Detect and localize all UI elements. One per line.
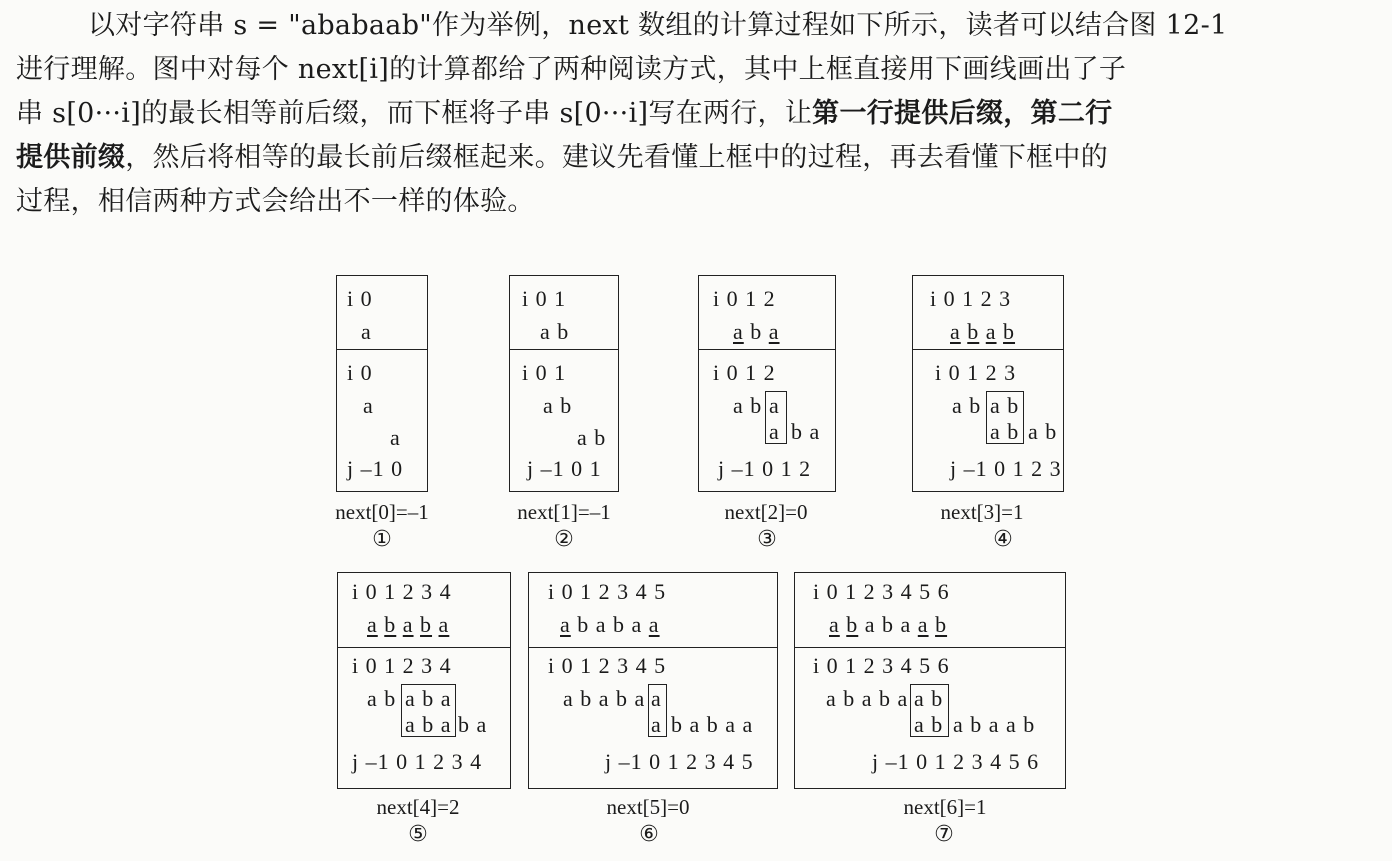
- figure-7-number: ⑦: [934, 822, 954, 847]
- figure-7-top-char: b: [935, 612, 948, 637]
- figure-4-box: [912, 275, 1064, 492]
- figure-4-prefix-match: a b: [990, 419, 1020, 444]
- figure-4-top-char: b: [967, 319, 980, 344]
- figure-4-caption: next[3]=1: [940, 500, 1024, 524]
- figure-2-top-string: [540, 320, 569, 344]
- figure-3-prefix-rest: b a: [791, 419, 821, 444]
- figure-3-suffix-match: a: [769, 393, 780, 418]
- figure-4-top-string: [950, 320, 1015, 344]
- figure-3-top-string: [733, 320, 780, 344]
- figure-5-top-char: a: [367, 612, 378, 637]
- paragraph-line-2: 进行理解。图中对每个 next[i]的计算都给了两种阅读方式，其中上框直接用下画线画出了子: [16, 54, 1127, 85]
- figure-3-suffix-match-box: [765, 391, 787, 444]
- figure-6-suffix-match: a: [651, 686, 662, 711]
- figure-5-top-index: i 0 1 2 3 4: [352, 579, 452, 604]
- figure-4-top-char: b: [1003, 319, 1016, 344]
- figure-1-caption: next[0]=–1: [335, 500, 429, 524]
- figure-5-bottom-index: i 0 1 2 3 4: [352, 653, 452, 678]
- figure-6-prefix-rest: b a b a a: [671, 712, 754, 737]
- paragraph-line-3-text: 串 s[0···i]的最长相等前后缀，而下框将子串 s[0···i]写在两行，让: [16, 98, 813, 129]
- figure-7-suffix-match: a b: [914, 686, 944, 711]
- figure-7-top-char: a: [917, 612, 929, 637]
- figure-1-top-char: a: [361, 319, 372, 344]
- figure-6-caption: next[5]=0: [606, 795, 690, 819]
- figure-7-top-string: [829, 613, 947, 637]
- figure-1-top-index: i 0: [347, 286, 373, 311]
- figure-1-bottom-index: i 0: [347, 360, 373, 385]
- figure-5-top-string: [367, 613, 449, 637]
- paragraph-line-3: [16, 92, 1378, 136]
- figure-2-top-char: a: [540, 319, 551, 344]
- figure-1-suffix-row: a: [363, 393, 374, 418]
- figure-7-prefix-rest: a b a a b: [953, 712, 1036, 737]
- figure-7-caption: next[6]=1: [903, 795, 987, 819]
- figure-7-suffix-row: a b a b a: [826, 686, 909, 711]
- figure-2-box: [509, 275, 619, 492]
- figure-3-prefix-match: a: [769, 419, 780, 444]
- figure-1-prefix-row: a: [390, 425, 401, 450]
- figure-1-number: ①: [372, 527, 392, 552]
- figure-3-top-char: a: [733, 319, 744, 344]
- figure-6-top-index: i 0 1 2 3 4 5: [548, 579, 667, 604]
- figure-4-top-char: a: [950, 319, 961, 344]
- figure-2-divider: [510, 349, 618, 350]
- figure-5-top-char: a: [438, 612, 450, 637]
- figure-6-prefix-match: a: [651, 712, 662, 737]
- figure-2-top-index: i 0 1: [522, 286, 567, 311]
- figure-3-top-char: b: [750, 319, 763, 344]
- figure-5-prefix-match: a b a: [405, 712, 452, 737]
- figure-5-suffix-match: a b a: [405, 686, 452, 711]
- figure-6-number: ⑥: [639, 822, 659, 847]
- figure-3-caption: next[2]=0: [724, 500, 808, 524]
- figure-3-suffix-row: a b: [733, 393, 763, 418]
- figure-6-top-char: b: [577, 612, 590, 637]
- figure-5-number: ⑤: [408, 822, 428, 847]
- figure-5-top-char: b: [420, 612, 433, 637]
- figure-4-divider: [913, 349, 1063, 350]
- figure-4-number: ④: [993, 527, 1013, 552]
- figure-5-box: [337, 572, 511, 789]
- figure-3-top-char: a: [768, 319, 780, 344]
- figure-5-top-char: b: [384, 612, 397, 637]
- figure-1-top-string: [361, 320, 372, 344]
- figure-7-top-index: i 0 1 2 3 4 5 6: [813, 579, 950, 604]
- figure-3-number: ③: [757, 527, 777, 552]
- figure-4-top-char: a: [985, 319, 997, 344]
- figure-4-suffix-row: a b: [952, 393, 982, 418]
- figure-6-box: [528, 572, 778, 789]
- figure-1-divider: [337, 349, 427, 350]
- figure-6-j-row: j –1 0 1 2 3 4 5: [605, 749, 754, 774]
- figure-6-top-string: [560, 613, 660, 637]
- figure-6-top-char: a: [631, 612, 643, 637]
- figure-4-j-row: j –1 0 1 2 3: [950, 456, 1062, 481]
- paragraph-line-5: 过程，相信两种方式会给出不一样的体验。: [16, 186, 535, 217]
- figure-7-bottom-index: i 0 1 2 3 4 5 6: [813, 653, 950, 678]
- figure-6-top-char: a: [595, 612, 607, 637]
- figure-3-top-index: i 0 1 2: [713, 286, 776, 311]
- intro-paragraph: [16, 4, 1378, 224]
- figure-2-top-char: b: [557, 319, 570, 344]
- figure-4-top-index: i 0 1 2 3: [930, 286, 1012, 311]
- figure-4-bottom-index: i 0 1 2 3: [935, 360, 1017, 385]
- figure-5-divider: [338, 647, 510, 648]
- figure-7-top-char: a: [864, 612, 876, 637]
- figure-6-top-char: a: [648, 612, 660, 637]
- figure-6-bottom-index: i 0 1 2 3 4 5: [548, 653, 667, 678]
- figure-2-bottom-index: i 0 1: [522, 360, 567, 385]
- figure-6-top-char: b: [613, 612, 626, 637]
- figure-5-j-row: j –1 0 1 2 3 4: [352, 749, 483, 774]
- figure-5-caption: next[4]=2: [376, 795, 460, 819]
- figure-2-suffix-row: a b: [543, 393, 573, 418]
- figure-7-suffix-match-box: [910, 684, 949, 737]
- figure-4-suffix-match: a b: [990, 393, 1020, 418]
- paragraph-line-4-bold: 提供前缀: [16, 142, 126, 173]
- figure-5-top-char: a: [402, 612, 414, 637]
- figure-3-bottom-index: i 0 1 2: [713, 360, 776, 385]
- figure-6-top-char: a: [560, 612, 571, 637]
- paragraph-line-4-text: ，然后将相等的最长前后缀框起来。建议先看懂上框中的过程，再去看懂下框中的: [125, 142, 1109, 173]
- figure-2-j-row: j –1 0 1: [527, 456, 602, 481]
- figure-7-box: [794, 572, 1066, 789]
- figure-6-suffix-match-box: [648, 684, 667, 737]
- figure-6-divider: [529, 647, 777, 648]
- figure-7-top-char: a: [829, 612, 840, 637]
- figure-2-number: ②: [554, 527, 574, 552]
- figure-7-j-row: j –1 0 1 2 3 4 5 6: [872, 749, 1040, 774]
- figure-1-j-row: j –1 0: [347, 456, 404, 481]
- figure-7-top-char: b: [846, 612, 859, 637]
- figure-7-top-char: b: [882, 612, 895, 637]
- figure-7-divider: [795, 647, 1065, 648]
- figure-5-suffix-match-box: [401, 684, 456, 737]
- figure-2-caption: next[1]=–1: [517, 500, 611, 524]
- figure-6-suffix-row: a b a b a: [563, 686, 646, 711]
- figure-4-suffix-match-box: [986, 391, 1024, 444]
- paragraph-line-3-bold: 第一行提供后缀，第二行: [812, 98, 1113, 129]
- figure-5-suffix-row: a b: [367, 686, 397, 711]
- figure-3-divider: [699, 349, 835, 350]
- figure-7-prefix-match: a b: [914, 712, 944, 737]
- figure-3-j-row: j –1 0 1 2: [718, 456, 812, 481]
- figure-4-prefix-rest: a b: [1028, 419, 1058, 444]
- figure-5-prefix-rest: b a: [458, 712, 488, 737]
- paragraph-line-4: [16, 136, 1378, 180]
- paragraph-line-1: 以对字符串 s = "ababaab"作为举例，next 数组的计算过程如下所示，读者可以结合图 12-1: [88, 10, 1228, 41]
- figure-7-top-char: a: [900, 612, 912, 637]
- figure-3-box: [698, 275, 836, 492]
- figure-2-prefix-row: a b: [577, 425, 607, 450]
- figure-1-box: [336, 275, 428, 492]
